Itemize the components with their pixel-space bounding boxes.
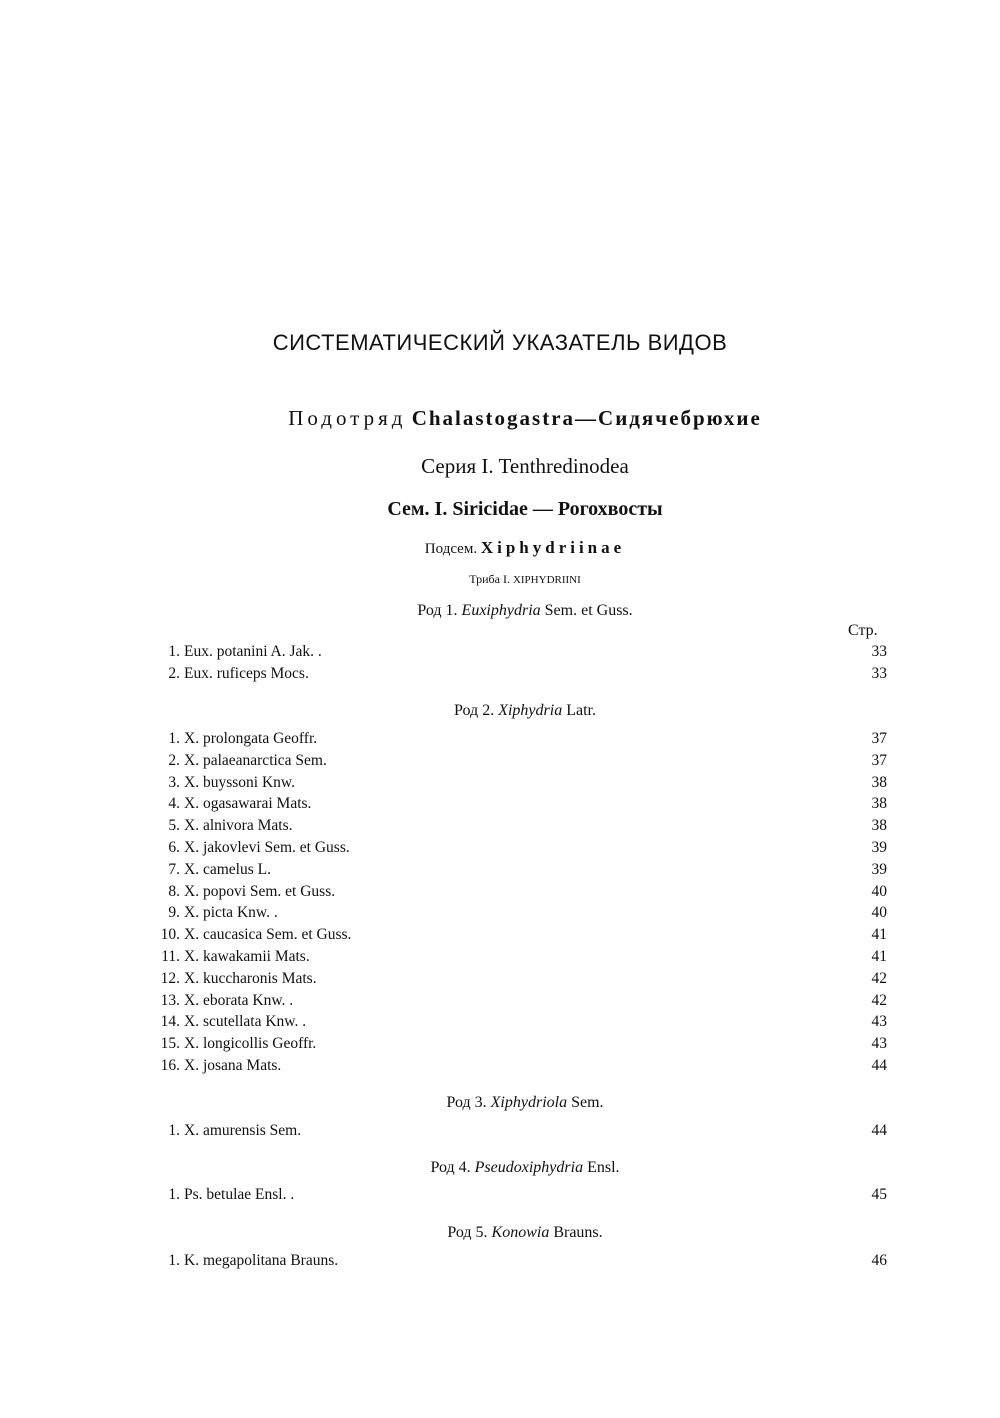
species-page: 46 — [871, 1252, 887, 1269]
species-name: X. kuccharonis Mats. — [184, 969, 317, 987]
genus-name: Pseudoxiphydria — [474, 1159, 584, 1176]
species-page: 37 — [871, 751, 887, 769]
species-number: 16. — [160, 1056, 180, 1074]
species-number: 6. — [168, 838, 180, 856]
species-name: Ps. betulae Ensl. . — [184, 1186, 295, 1203]
tribe-prefix: Триба I. — [469, 572, 510, 586]
species-page: 45 — [871, 1186, 887, 1203]
list-item — [0, 1033, 1000, 1055]
list-item — [0, 728, 1000, 750]
species-page: 40 — [871, 904, 887, 922]
list-item — [0, 1055, 1000, 1077]
species-number: 13. — [160, 991, 180, 1009]
species-name: X. longicollis Geoffr. — [184, 1035, 317, 1053]
species-name: X. caucasica Sem. et Guss. — [184, 926, 352, 944]
suborder-name: Chalastogastra—Сидячебрюхие — [411, 406, 762, 430]
species-name: X. kawakamii Mats. — [184, 947, 310, 965]
species-page: 37 — [871, 730, 887, 747]
species-number: 12. — [160, 969, 180, 987]
species-name: X. amurensis Sem. — [184, 1122, 302, 1139]
species-name: X. picta Knw. . — [184, 904, 278, 922]
species-number: 14. — [160, 1013, 180, 1031]
genus-heading — [0, 1224, 1000, 1242]
genus-heading — [0, 1159, 1000, 1177]
species-number: 1. — [168, 1186, 180, 1203]
species-page: 40 — [871, 882, 887, 900]
species-page: 44 — [871, 1056, 887, 1074]
species-name: X. buyssoni Knw. — [184, 773, 295, 791]
genus-name: Xiphydria — [498, 702, 563, 719]
species-page: 39 — [871, 860, 887, 878]
species-list — [0, 728, 1000, 1077]
species-number: 1. — [168, 1252, 180, 1269]
species-number: 15. — [160, 1035, 180, 1053]
species-name: X. prolongata Geoffr. — [184, 730, 318, 747]
subfamily-prefix: Подсем. — [424, 541, 478, 557]
subfamily-heading — [0, 538, 1000, 558]
species-name: X. alnivora Mats. — [184, 817, 293, 835]
species-page: 43 — [871, 1035, 887, 1053]
species-number: 7. — [168, 860, 180, 878]
list-item — [0, 663, 1000, 685]
family-heading: Сем. I. Siricidae — Рогохвосты — [387, 498, 663, 520]
species-name: X. popovi Sem. et Guss. — [184, 882, 336, 900]
species-number: 10. — [160, 926, 180, 944]
genus-author: Ensl. — [587, 1159, 620, 1176]
species-number: 9. — [168, 904, 180, 922]
genus-name: Konowia — [491, 1224, 550, 1241]
list-item — [0, 641, 1000, 663]
suborder-heading — [0, 406, 1000, 431]
species-page: 41 — [871, 926, 887, 944]
species-name: X. ogasawarai Mats. — [184, 795, 312, 813]
list-item — [0, 772, 1000, 794]
species-number: 5. — [168, 817, 180, 835]
genus-prefix: Род 3. — [446, 1094, 487, 1111]
genus-name: Xiphydriola — [490, 1094, 568, 1111]
list-item — [0, 815, 1000, 837]
species-list — [0, 641, 1000, 685]
list-item — [0, 859, 1000, 881]
species-page: 38 — [871, 817, 887, 835]
species-number: 2. — [168, 751, 180, 769]
genus-author: Brauns. — [553, 1224, 603, 1241]
species-name: Eux. ruficeps Mocs. — [184, 664, 309, 682]
list-item — [0, 793, 1000, 815]
page-column-label: Стр. — [848, 622, 878, 639]
species-name: Eux. potanini A. Jak. . — [184, 643, 322, 660]
species-page: 43 — [871, 1013, 887, 1031]
list-item — [0, 968, 1000, 990]
subfamily-name: Xiphydriinae — [480, 538, 626, 557]
species-list — [0, 1120, 1000, 1142]
species-number: 3. — [168, 773, 180, 791]
genus-prefix: Род 4. — [430, 1159, 471, 1176]
species-page: 38 — [871, 795, 887, 813]
list-item — [0, 881, 1000, 903]
genus-author: Sem. et Guss. — [544, 602, 633, 619]
list-item — [0, 1120, 1000, 1142]
list-item — [0, 1184, 1000, 1206]
genus-heading — [0, 1094, 1000, 1112]
list-item — [0, 990, 1000, 1012]
genus-name: Euxiphydria — [461, 602, 541, 619]
list-item — [0, 946, 1000, 968]
genus-prefix: Род 5. — [447, 1224, 488, 1241]
genus-heading — [0, 602, 1000, 620]
list-item — [0, 750, 1000, 772]
species-list — [0, 1184, 1000, 1206]
series-heading: Серия I. Tenthredinodea — [421, 454, 629, 478]
species-page: 42 — [871, 969, 887, 987]
list-item — [0, 837, 1000, 859]
species-number: 1. — [168, 643, 180, 660]
genus-heading — [0, 702, 1000, 720]
tribe-name: XIPHYDRIINI — [512, 574, 581, 586]
species-number: 1. — [168, 730, 180, 747]
species-number: 4. — [168, 795, 180, 813]
species-page: 33 — [871, 664, 887, 682]
page-title: СИСТЕМАТИЧЕСКИЙ УКАЗАТЕЛЬ ВИДОВ — [272, 330, 728, 355]
suborder-prefix: Подотряд — [288, 406, 407, 430]
species-page: 42 — [871, 991, 887, 1009]
species-page: 33 — [871, 643, 887, 660]
list-item — [0, 924, 1000, 946]
genus-author: Latr. — [566, 702, 596, 719]
species-name: X. eborata Knw. . — [184, 991, 294, 1009]
species-number: 2. — [168, 664, 180, 682]
species-list — [0, 1250, 1000, 1272]
list-item — [0, 1011, 1000, 1033]
genus-prefix: Род 2. — [454, 702, 495, 719]
species-page: 44 — [871, 1122, 887, 1139]
tribe-heading — [0, 572, 1000, 587]
species-name: X. josana Mats. — [184, 1056, 282, 1074]
list-item — [0, 1250, 1000, 1272]
list-item — [0, 902, 1000, 924]
species-number: 11. — [161, 947, 180, 965]
species-number: 8. — [168, 882, 180, 900]
species-name: K. megapolitana Brauns. — [184, 1252, 339, 1269]
species-name: X. palaeanarctica Sem. — [184, 751, 327, 769]
species-page: 38 — [871, 773, 887, 791]
species-page: 39 — [871, 838, 887, 856]
genus-prefix: Род 1. — [417, 602, 458, 619]
genus-author: Sem. — [571, 1094, 604, 1111]
species-number: 1. — [168, 1122, 180, 1139]
species-name: X. camelus L. — [184, 860, 271, 878]
species-page: 41 — [871, 947, 887, 965]
species-name: X. scutellata Knw. . — [184, 1013, 307, 1031]
species-name: X. jakovlevi Sem. et Guss. — [184, 838, 350, 856]
